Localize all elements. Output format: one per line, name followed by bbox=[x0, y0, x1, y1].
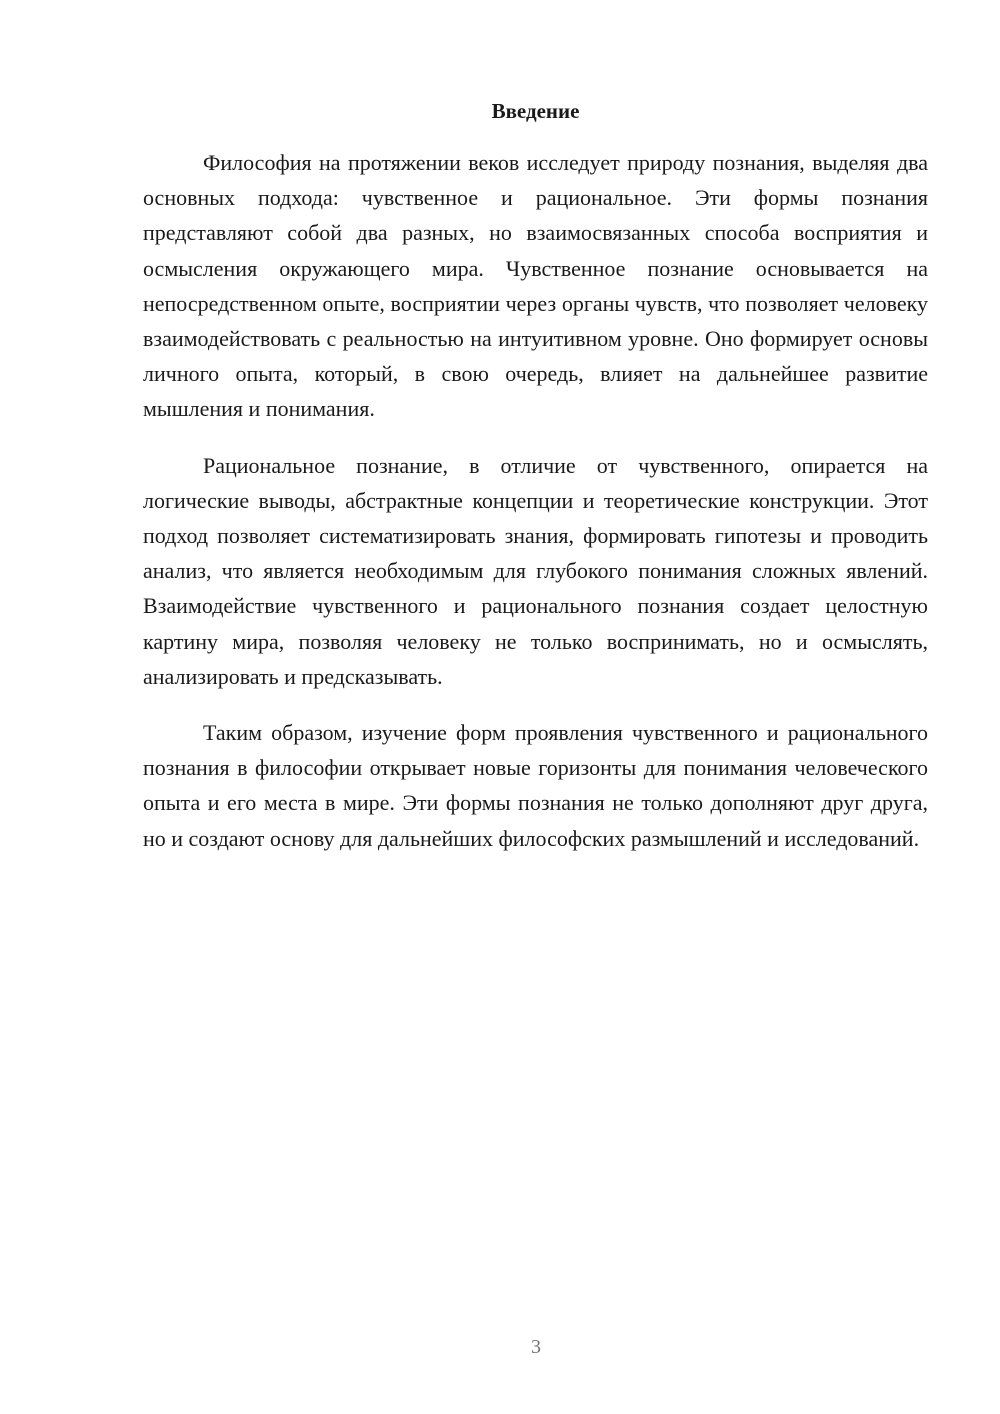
paragraph-1: Философия на протяжении веков исследует природу познания, выделяя два основных подхода: чувственное и рациональное. Эти формы познания представляют собой два разных, но взаимосвязанных способа восприятия и осмысления окружающего мира. Чувственное познание основывается на непосредственном опыте, восприятии через органы чувств, что позволяет человеку взаимодействовать с реальностью на интуитивном уровне. Оно формирует основы личного опыта, который, в свою очередь, влияет на дальнейшее развитие мышления и понимания. bbox=[143, 150, 928, 422]
paragraph-3: Таким образом, изучение форм проявления чувственного и рационального познания в философии открывает новые горизонты для понимания человеческого опыта и его места в мире. Эти формы познания не только дополняют друг друга, но и создают основу для дальнейших философских размышлений и исследований. bbox=[143, 720, 928, 851]
section-heading: Введение bbox=[491, 99, 580, 123]
page-number: 3 bbox=[531, 1336, 541, 1358]
page-content bbox=[143, 98, 928, 877]
paragraph-2: Рациональное познание, в отличие от чувственного, опирается на логические выводы, абстрактные концепции и теоретические конструкции. Этот подход позволяет систематизировать знания, формировать гипотезы и проводить анализ, что является необходимым для глубокого понимания сложных явлений. Взаимодействие чувственного и рационального познания создает целостную картину мира, позволяя человеку не только воспринимать, но и осмыслять, анализировать и предсказывать. bbox=[143, 452, 928, 689]
